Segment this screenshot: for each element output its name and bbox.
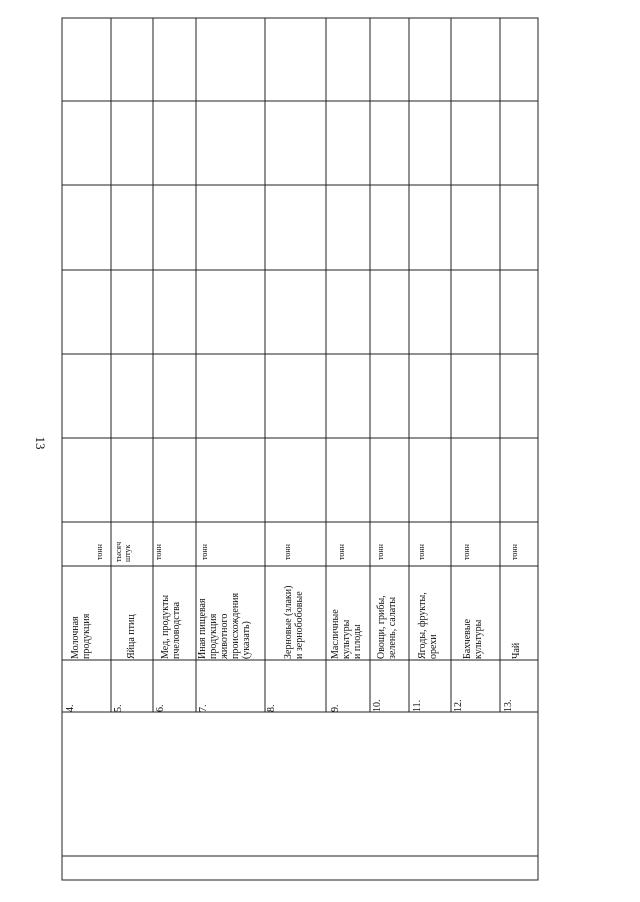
row-name: Ягоды, фрукты, орехи bbox=[417, 592, 439, 659]
row-unit: тонн bbox=[417, 544, 426, 560]
table-frame bbox=[62, 18, 538, 880]
row-number: 11. bbox=[412, 699, 423, 712]
row-name: Иная пищевая продукция животного происхождения (указать) bbox=[197, 592, 252, 659]
row-name: Яйца птиц bbox=[126, 614, 137, 659]
row-name: Овощи, грибы, зелень, салаты bbox=[376, 595, 398, 659]
row-number: 4. bbox=[65, 704, 76, 712]
row-number: 12. bbox=[453, 699, 464, 712]
row-unit: тонн bbox=[462, 544, 471, 560]
row-unit: тонн bbox=[376, 544, 385, 560]
row-number: 13. bbox=[503, 699, 514, 712]
row-unit: тонн bbox=[283, 544, 292, 560]
row-number: 7. bbox=[198, 704, 209, 712]
row-number: 10. bbox=[372, 699, 383, 712]
row-name: Масличные культуры и плоды bbox=[330, 609, 363, 659]
page-number: 13 bbox=[33, 436, 48, 450]
row-unit: тонн bbox=[95, 544, 104, 560]
row-unit: тонн bbox=[510, 544, 519, 560]
row-unit: тонн bbox=[337, 544, 346, 560]
row-unit: тонн bbox=[200, 544, 209, 560]
row-unit: тысяч штук bbox=[114, 541, 132, 562]
row-name: Бахчевые культуры bbox=[462, 618, 484, 659]
row-name: Зерновые (злаки) и зернобобовые bbox=[283, 585, 305, 659]
row-number: 6. bbox=[155, 704, 166, 712]
row-name: Мед, продукты пчеловодства bbox=[160, 594, 182, 659]
row-name: Чай bbox=[511, 642, 522, 659]
row-name: Молочная продукция bbox=[70, 613, 92, 659]
row-unit: тонн bbox=[154, 544, 163, 560]
row-number: 9. bbox=[330, 704, 341, 712]
row-number: 5. bbox=[113, 704, 124, 712]
row-number: 8. bbox=[266, 704, 277, 712]
